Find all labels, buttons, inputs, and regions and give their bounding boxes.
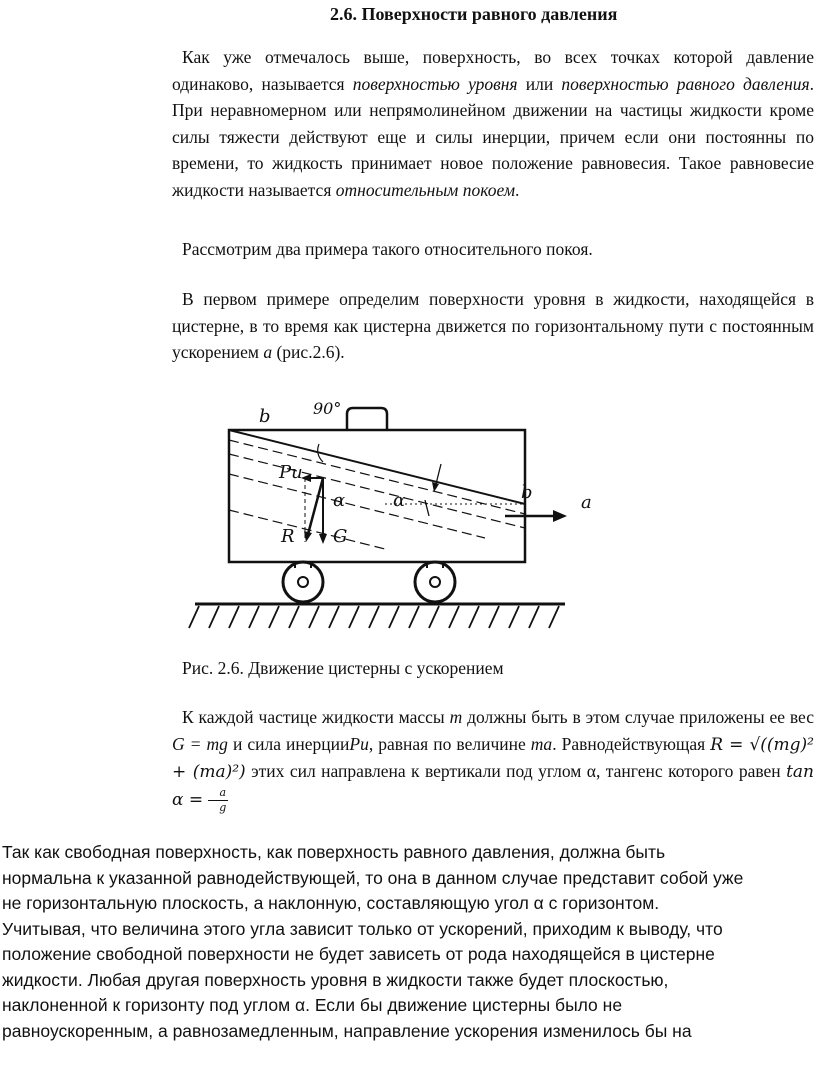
label-alpha-2: α <box>393 490 406 511</box>
label-b-left: b <box>259 406 271 427</box>
paragraph-first-example: В первом примере определим поверхности уровня в жидкости, находящейся в цистерне, в то время как цистерна движется по горизонтальному пути с постоянным ускорением a (рис.2.6). <box>172 289 814 362</box>
label-a: a <box>581 492 592 513</box>
text-line: равноускоренным, а равнозамедленным, направление ускорения изменилось бы на <box>2 1020 692 1041</box>
tan-formula: tan α = <box>172 762 814 810</box>
figure-caption: Рис. 2.6. Движение цистерны с ускорением <box>182 658 504 678</box>
wheel-right <box>415 562 455 602</box>
text-line: Учитывая, что величина этого угла зависит только от ускорений, приходим к выводу, что <box>2 918 723 939</box>
tank-figure <box>185 392 615 642</box>
label-g: G <box>333 526 348 547</box>
level-line-dashed-2 <box>229 454 525 528</box>
text-line: не горизонтальную плоскость, а наклонную, составляющую угол α с горизонтом. <box>2 893 660 913</box>
text-line: нормальна к указанной равнодействующей, то она в данном случае представит собой уже <box>2 867 744 888</box>
text-line: наклоненной к горизонту под углом α. Если бы движение цистерны было не <box>2 995 623 1015</box>
paragraph-forces: К каждой частице жидкости массы m должны быть в этом случае приложены ее вес G = mg и сила инерцииPu, равная по величине ma. Равнодействующая R = √((mg)² + (ma)²) этих сил направлена к вертикали под углом α, тангенс которого равен tan α = $\frac{a}{g}$ <box>172 707 814 814</box>
paragraph-two-examples: Рассмотрим два примера такого относительного покоя. <box>182 239 593 259</box>
text-line: Так как свободная поверхность, как поверхность равного давления, должна быть <box>2 842 666 862</box>
text-line: положение свободной поверхности не будет зависеть от рода находящейся в цистерне <box>2 944 715 964</box>
paragraph-level-surface: Как уже отмечалось выше, поверхность, во всех точках которой давление одинаково, называется поверхностью уровня или поверхностью равного давления. При неравномерном или непрямолинейном движении на частицы жидкости кроме силы тяжести действуют еще и силы инерции, причем если они постоянны по времени, то жидкость принимает новое положение равновесия. Такое равновесие жидкости называется относительным покоем. <box>172 47 815 200</box>
level-line-dashed-4 <box>229 510 385 549</box>
label-pu: Pu <box>279 462 303 483</box>
text-line: жидкости. Любая другая поверхность уровня в жидкости также будет плоскостью, <box>2 969 669 990</box>
fraction-a-over-g: $\frac{a}{g}$ <box>208 786 229 815</box>
label-r: R <box>281 526 295 547</box>
weight-arrowhead <box>319 534 327 544</box>
tank-dome <box>347 408 387 430</box>
resultant-formula: R = √((mg)² + (ma)²) <box>172 734 814 782</box>
resultant-arrow <box>307 478 323 538</box>
acceleration-arrowhead <box>553 510 567 522</box>
free-surface-line <box>229 430 525 504</box>
label-90: 90° <box>313 399 342 418</box>
label-b-right: b <box>521 482 533 503</box>
wheel-left <box>283 562 323 602</box>
level-line-dashed-1 <box>229 440 525 514</box>
paragraph-free-surface <box>2 840 814 1044</box>
ground-hatching <box>189 606 559 628</box>
label-alpha-1: α <box>333 490 346 511</box>
tank-body <box>229 430 525 562</box>
section-heading: 2.6. Поверхности равного давления <box>330 4 618 24</box>
